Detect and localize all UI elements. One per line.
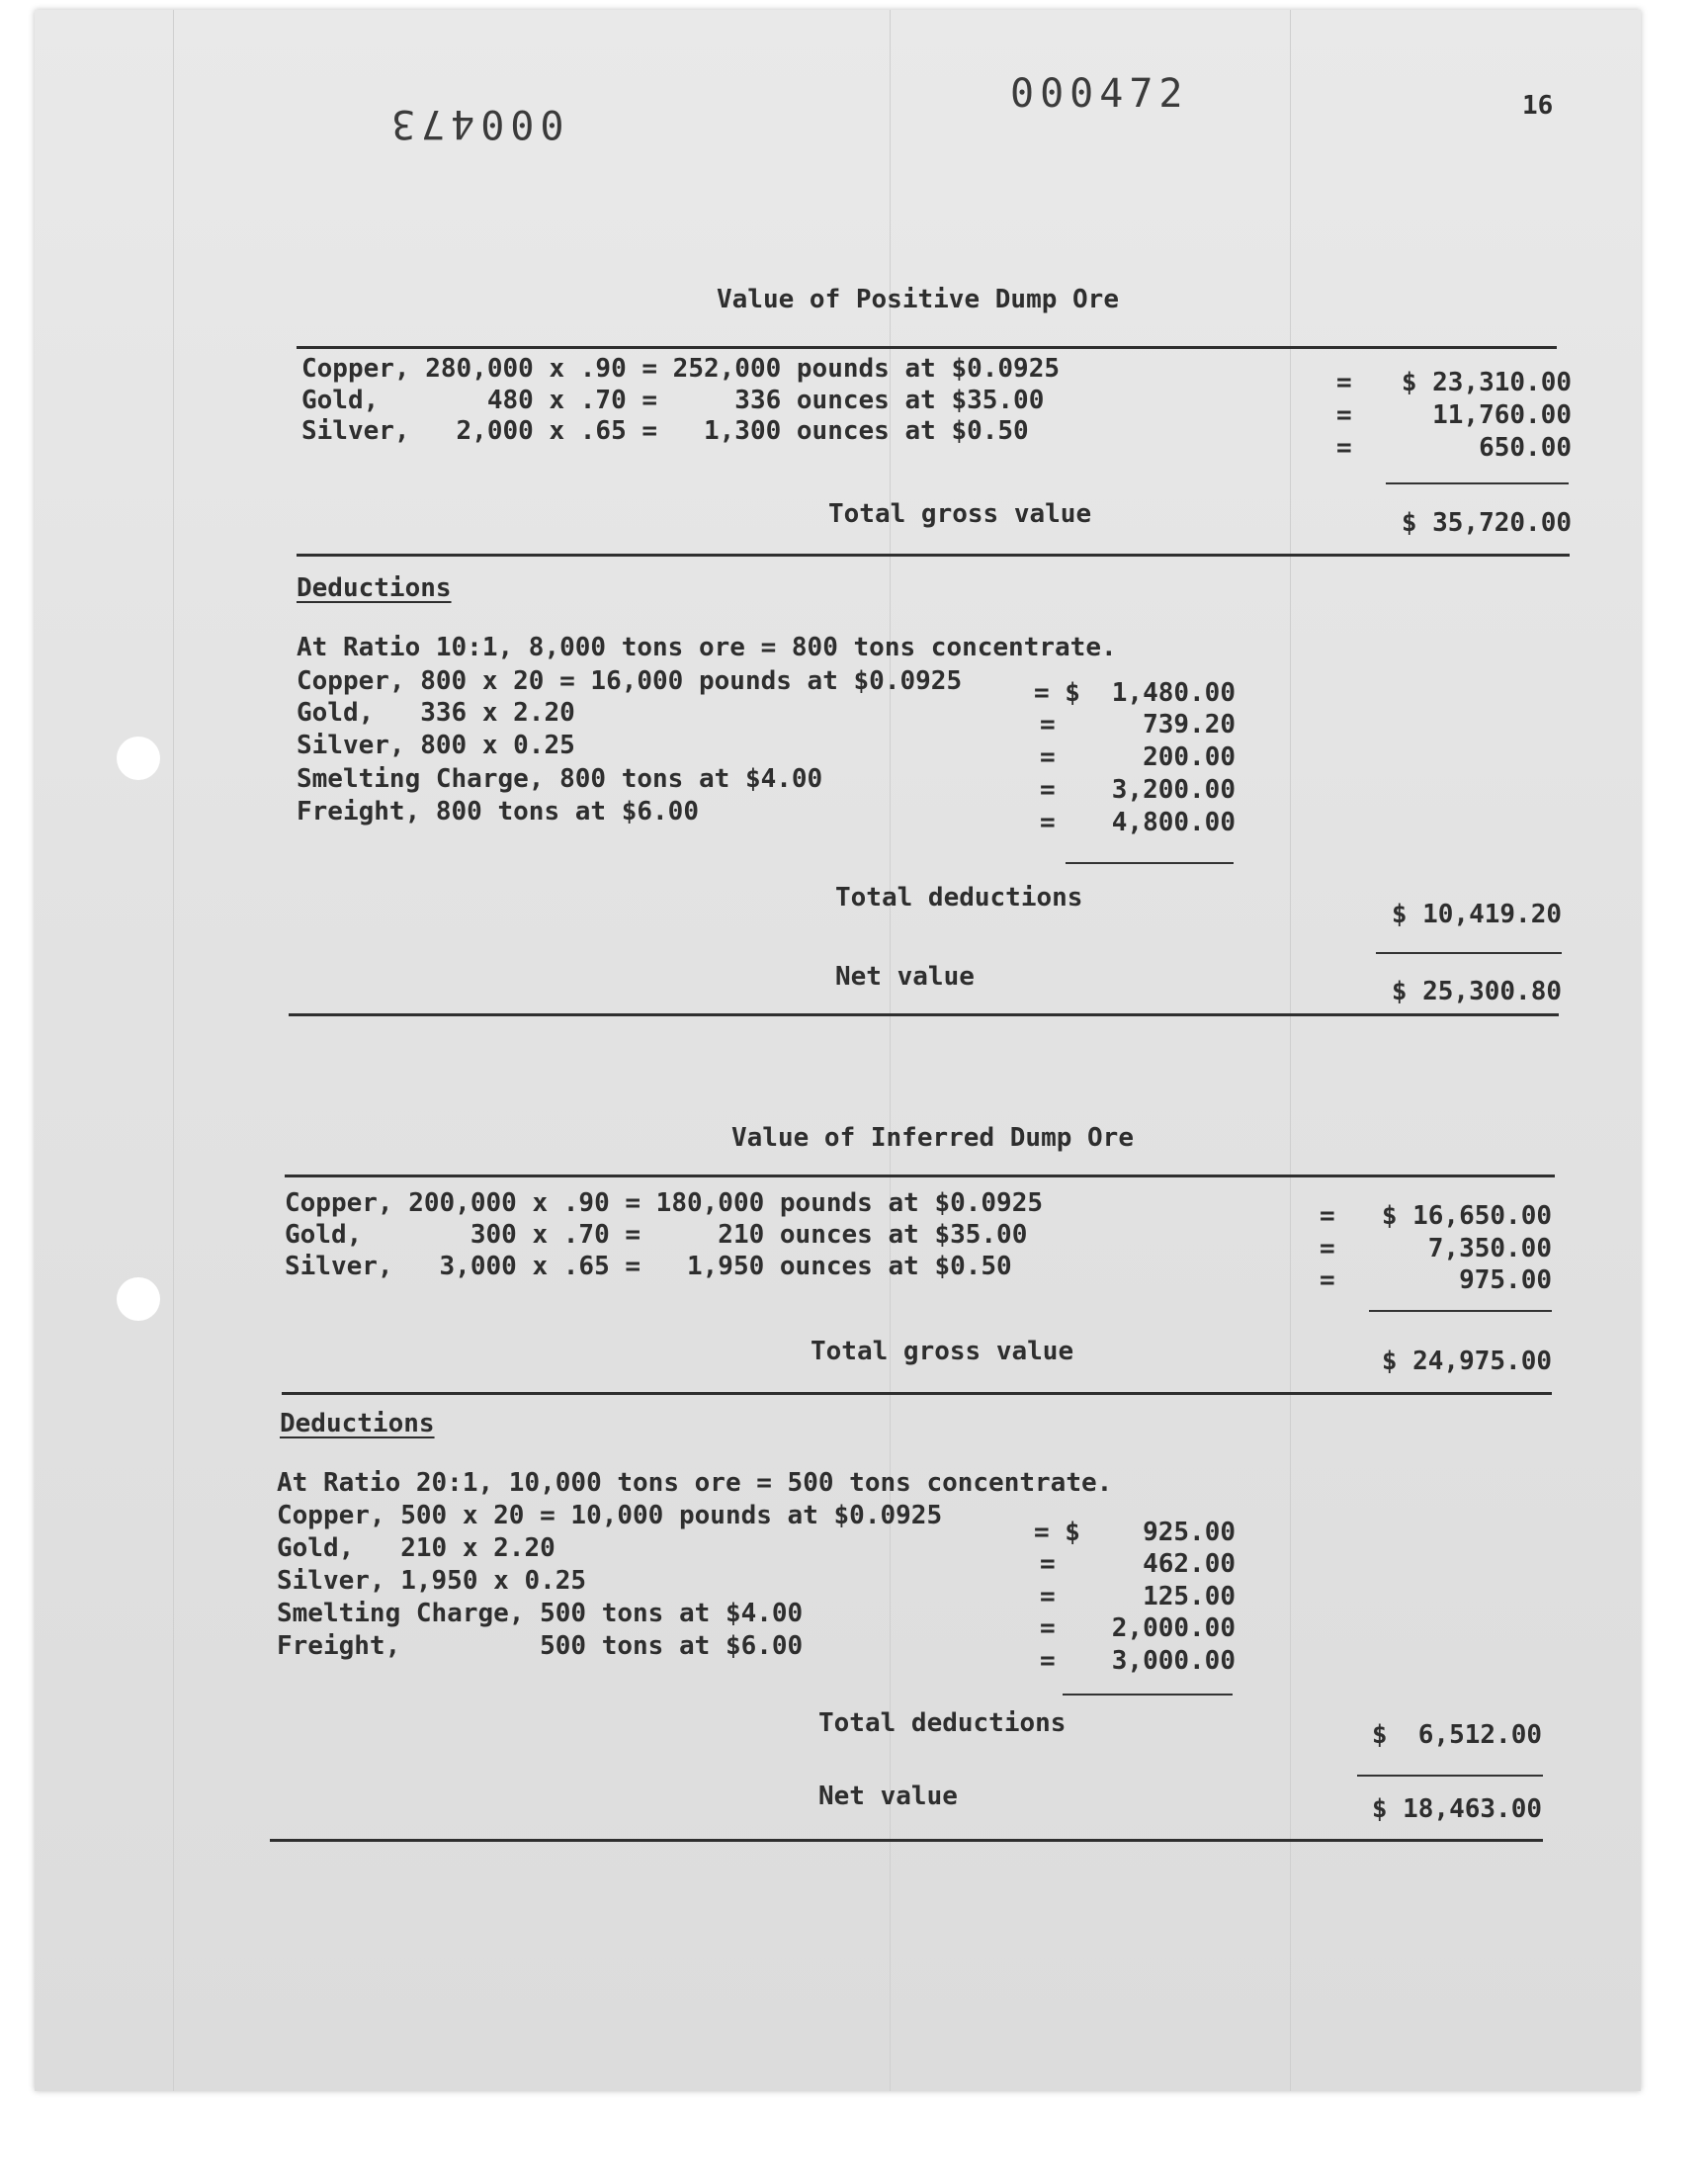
deduction-row-text: Silver, 800 x 0.25: [297, 731, 575, 760]
deduction-amount: 4,800.00: [1111, 808, 1236, 837]
fold-line: [1290, 10, 1291, 2091]
deduction-row-text: Silver, 1,950 x 0.25: [277, 1566, 587, 1596]
equals-sign: =: [1336, 368, 1352, 397]
section-rule: [270, 1839, 1543, 1842]
value-amount: $ 16,650.00: [1381, 1201, 1552, 1231]
deductions-heading: Deductions: [280, 1409, 435, 1438]
equals-sign: =: [1320, 1201, 1335, 1231]
gross-value-amount: $ 24,975.00: [1381, 1347, 1552, 1376]
gross-value-label: Total gross value: [811, 1337, 1074, 1366]
equals-sign: =: [1040, 775, 1056, 805]
bates-stamp-inverted: 000473: [385, 101, 564, 146]
equals-sign: = $: [1034, 678, 1080, 708]
deduction-amount: 739.20: [1143, 710, 1236, 740]
section-rule: [297, 554, 1570, 557]
deduction-amount: 3,200.00: [1111, 775, 1236, 805]
value-amount: 7,350.00: [1427, 1234, 1552, 1263]
value-row-text: Copper, 200,000 x .90 = 180,000 pounds at $0.0925: [285, 1188, 1044, 1218]
value-row-text: Copper, 280,000 x .90 = 252,000 pounds at $0.0925: [301, 354, 1061, 384]
value-amount: 650.00: [1479, 433, 1572, 463]
total-deductions-label: Total deductions: [835, 883, 1083, 913]
equals-sign: =: [1040, 1613, 1056, 1643]
subtotal-rule: [1063, 1694, 1233, 1696]
net-value-amount: $ 25,300.80: [1391, 977, 1562, 1006]
value-row-text: Silver, 3,000 x .65 = 1,950 ounces at $0.50: [285, 1252, 1012, 1281]
gross-value-label: Total gross value: [828, 499, 1092, 529]
value-amount: 11,760.00: [1432, 400, 1572, 430]
equals-sign: = $: [1034, 1518, 1080, 1547]
subtotal-rule: [1386, 482, 1569, 484]
deduction-amount: 2,000.00: [1111, 1613, 1236, 1643]
net-value-amount: $ 18,463.00: [1371, 1794, 1542, 1824]
equals-sign: =: [1336, 433, 1352, 463]
net-value-label: Net value: [835, 962, 975, 992]
document-page: [35, 10, 1641, 2091]
value-row-text: Gold, 300 x .70 = 210 ounces at $35.00: [285, 1220, 1028, 1250]
subtotal-rule: [1369, 1310, 1552, 1312]
equals-sign: =: [1320, 1234, 1335, 1263]
value-amount: 975.00: [1459, 1265, 1552, 1295]
equals-sign: =: [1320, 1265, 1335, 1295]
ratio-line: At Ratio 10:1, 8,000 tons ore = 800 tons concentrate.: [297, 633, 1117, 662]
deduction-row-text: Smelting Charge, 500 tons at $4.00: [277, 1599, 804, 1628]
equals-sign: =: [1336, 400, 1352, 430]
deduction-amount: 200.00: [1143, 742, 1236, 772]
deduction-row-text: Freight, 500 tons at $6.00: [277, 1631, 804, 1661]
equals-sign: =: [1040, 808, 1056, 837]
deductions-heading: Deductions: [297, 573, 452, 603]
equals-sign: =: [1040, 1646, 1056, 1676]
inferred-section-title: Value of Inferred Dump Ore: [731, 1123, 1134, 1153]
subtotal-rule: [1376, 952, 1562, 954]
deduction-row-text: Copper, 800 x 20 = 16,000 pounds at $0.0925: [297, 666, 963, 696]
section-rule: [282, 1392, 1552, 1395]
binder-hole: [117, 737, 160, 780]
positive-section-title: Value of Positive Dump Ore: [717, 285, 1119, 314]
value-row-text: Silver, 2,000 x .65 = 1,300 ounces at $0.50: [301, 416, 1029, 446]
section-rule: [285, 1174, 1555, 1177]
deduction-row-text: Copper, 500 x 20 = 10,000 pounds at $0.0925: [277, 1501, 943, 1530]
total-deductions-amount: $ 6,512.00: [1371, 1720, 1542, 1750]
net-value-label: Net value: [818, 1782, 958, 1811]
deduction-row-text: Freight, 800 tons at $6.00: [297, 797, 699, 826]
deduction-row-text: Gold, 210 x 2.20: [277, 1533, 555, 1563]
value-amount: $ 23,310.00: [1401, 368, 1572, 397]
equals-sign: =: [1040, 742, 1056, 772]
equals-sign: =: [1040, 1582, 1056, 1611]
deduction-amount: 3,000.00: [1111, 1646, 1236, 1676]
deduction-amount: 125.00: [1143, 1582, 1236, 1611]
deduction-amount: 925.00: [1143, 1518, 1236, 1547]
total-deductions-label: Total deductions: [818, 1708, 1067, 1738]
binder-hole: [117, 1277, 160, 1321]
subtotal-rule: [1066, 862, 1234, 864]
subtotal-rule: [1357, 1775, 1543, 1777]
total-deductions-amount: $ 10,419.20: [1391, 900, 1562, 929]
section-rule: [289, 1013, 1559, 1016]
bates-stamp: 000472: [1010, 71, 1189, 117]
equals-sign: =: [1040, 1549, 1056, 1579]
gross-value-amount: $ 35,720.00: [1401, 508, 1572, 538]
section-rule: [297, 346, 1557, 349]
page-number: 16: [1522, 91, 1554, 121]
ratio-line: At Ratio 20:1, 10,000 tons ore = 500 tons concentrate.: [277, 1468, 1113, 1498]
deduction-amount: 1,480.00: [1111, 678, 1236, 708]
deduction-amount: 462.00: [1143, 1549, 1236, 1579]
fold-line: [890, 10, 891, 2091]
deduction-row-text: Gold, 336 x 2.20: [297, 698, 575, 728]
value-row-text: Gold, 480 x .70 = 336 ounces at $35.00: [301, 386, 1045, 415]
deduction-row-text: Smelting Charge, 800 tons at $4.00: [297, 764, 823, 794]
fold-line: [173, 10, 174, 2091]
equals-sign: =: [1040, 710, 1056, 740]
